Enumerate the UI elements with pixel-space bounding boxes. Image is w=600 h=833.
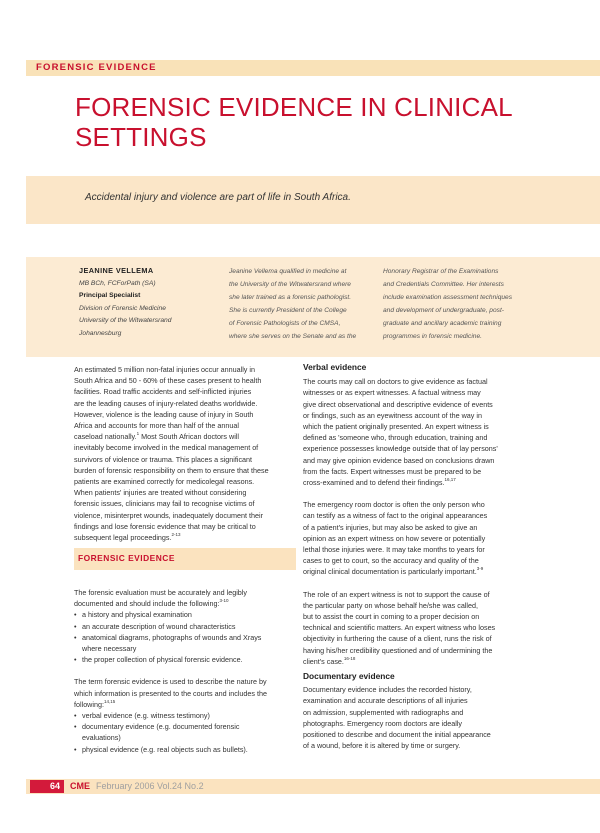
bio-line: Honorary Registrar of the Examinations — [383, 268, 499, 275]
section-label: FORENSIC EVIDENCE — [36, 62, 157, 73]
forensic-evidence-heading-band — [74, 548, 296, 570]
text-line: forensic issues, clinicians may fail to recognise victims of — [74, 499, 255, 509]
bio-line: Jeanine Vellema qualified in medicine at — [229, 268, 347, 275]
author-name: JEANINE VELLEMA — [79, 266, 154, 275]
text-segment: client's case. — [303, 656, 344, 666]
text-line: The forensic evaluation must be accurately and legibly — [74, 588, 247, 597]
text-line: cases to get to court, so the accuracy and quality of the — [303, 556, 479, 566]
author-role: Principal Specialist — [79, 292, 141, 299]
list-item: • verbal evidence (e.g. witness testimony) — [74, 710, 294, 721]
text-line: give direct observational and descriptive evidence of events — [303, 399, 493, 409]
documentary-evidence-heading: Documentary evidence — [303, 671, 395, 682]
text-line: can testify as a witness of fact to the original appearances — [303, 511, 488, 521]
journal-name: CME — [70, 781, 90, 791]
text-line: South Africa and 50 - 60% of these cases present to health — [74, 376, 262, 386]
bio-line: She is currently President of the College — [229, 307, 347, 314]
text-line: The courts may call on doctors to give evidence as factual — [303, 377, 488, 387]
list-item: • physical evidence (e.g. real objects such as bullets). — [74, 744, 294, 755]
bio-line: she later trained as a forensic pathologist. — [229, 294, 352, 301]
text-line — [303, 477, 531, 488]
text-line: survivors of violence or trauma. This places a significant — [74, 454, 253, 464]
text-line: from the facts. Expert witnesses must be prepared to be — [303, 466, 482, 476]
intro-paragraph — [74, 364, 294, 543]
footer-citation — [70, 780, 204, 793]
forensic-evidence-content — [74, 587, 294, 755]
evidence-types-list — [74, 710, 294, 755]
list-item: • documentary evidence (e.g. documented forensic — [74, 721, 294, 732]
text-line: technical and scientific matters. An expert witness who loses — [303, 623, 496, 633]
text-line — [303, 566, 531, 577]
text-line: on admission, supplemented with radiographs and — [303, 707, 464, 717]
text-line: inevitably become involved in the medical management of — [74, 443, 259, 453]
lead-text: Accidental injury and violence are part of life in South Africa. — [85, 192, 351, 203]
text-line — [74, 532, 294, 543]
text-line: objectivity in furthering the cause of a client, runs the risk of — [303, 634, 492, 644]
citation: 14,15 — [103, 698, 116, 704]
citation: 2-13 — [171, 532, 181, 538]
text-line — [74, 431, 294, 442]
right-column — [303, 362, 531, 752]
text-line: witnesses or as expert witnesses. A factual witness may — [303, 388, 481, 398]
text-line: An estimated 5 million non-fatal injuries occur annually in — [74, 365, 255, 374]
bio-line: include examination assessment techniques — [383, 294, 513, 301]
author-degrees: MB BCh, FCForPath (SA) — [79, 279, 156, 287]
text-line: Africa and accounts for more than half of the annual — [74, 421, 240, 431]
bio-line: of Forensic Pathologists of the CMSA, — [229, 320, 341, 327]
text-line: examination and accurate descriptions of all injuries — [303, 696, 468, 706]
bio-line: the University of the Witwatersrand where — [229, 281, 351, 288]
text-segment: original clinical documentation is particularly important. — [303, 567, 477, 577]
text-segment: following: — [74, 699, 104, 709]
list-item: • an accurate description of wound characteristics — [74, 621, 294, 632]
citation: 16-18 — [343, 655, 356, 661]
bio-line: graduate and ancillary academic training — [383, 320, 502, 327]
text-line: lethal those injuries were. It may take months to years for — [303, 545, 485, 555]
list-item: • a history and physical examination — [74, 609, 294, 620]
text-line: of a wound, before it is altered by time or surgery. — [303, 741, 461, 751]
page-number: 64 — [30, 780, 64, 793]
text-line: patients are examined correctly for medicolegal reasons. — [74, 477, 255, 487]
citation: 3-10 — [219, 598, 229, 604]
text-line: burden of forensic responsibility on them to ensure that these — [74, 465, 269, 475]
text-segment: caseload nationally. — [74, 432, 137, 442]
list-item: • the proper collection of physical forensic evidence. — [74, 654, 294, 665]
text-line: positioned to describe and document the initial appearance — [303, 730, 491, 740]
citation: 1 — [136, 431, 140, 437]
text-line: photographs. Emergency room doctors are ideally — [303, 718, 463, 728]
bio-line: where she serves on the Senate and as the — [229, 333, 357, 340]
text-segment: cross-examined and to defend their findings. — [303, 478, 445, 488]
text-line: but to assist the court in coming to a proper decision on — [303, 612, 480, 622]
verbal-evidence-heading: Verbal evidence — [303, 362, 367, 372]
text-line: facilities. Road traffic accidents and self-inflicted injuries — [74, 387, 252, 397]
text-line: findings and lose forensic evidence that may be critical to — [74, 521, 256, 531]
author-division: Division of Forensic Medicine — [79, 304, 166, 312]
text-line: which information is presented to the courts and includes the — [74, 688, 267, 698]
citation: 16,17 — [444, 477, 456, 483]
text-line — [74, 598, 294, 609]
bio-line: and Credentials Committee. Her interests — [383, 281, 504, 288]
text-line: of a patient's injuries, but may also be asked to give an — [303, 522, 478, 532]
text-line: which the patient originally presented. An expert witness is — [303, 422, 489, 432]
list-item-continued: where necessary — [82, 644, 137, 654]
text-line — [303, 656, 531, 667]
text-line: and may give opinion evidence based on conclusions drawn — [303, 455, 495, 465]
forensic-evidence-heading: FORENSIC EVIDENCE — [78, 553, 175, 563]
text-line: The emergency room doctor is often the only person who — [303, 500, 485, 510]
text-line: When patients' injuries are treated without considering — [74, 488, 247, 498]
requirements-list — [74, 609, 294, 665]
text-line: violence, misinterpret wounds, inadequately document their — [74, 510, 263, 520]
text-line — [74, 699, 294, 710]
text-segment: documented and should include the following: — [74, 599, 220, 609]
text-line: The role of an expert witness is not to support the cause of — [303, 589, 490, 599]
text-segment: subsequent legal proceedings. — [74, 533, 172, 543]
text-line: or findings, such as an eyewitness account of the way in — [303, 410, 482, 420]
bio-column-1 — [229, 265, 379, 343]
list-item: • anatomical diagrams, photographs of wounds and Xrays — [74, 632, 294, 643]
article-title: FORENSIC EVIDENCE IN CLINICAL SETTINGS — [75, 92, 512, 152]
text-line: defined as 'someone who, through education, training and — [303, 433, 488, 443]
bio-line: programmes in forensic medicine. — [383, 333, 482, 340]
text-line: having his/her credibility questioned and of undermining the — [303, 645, 493, 655]
text-line: The term forensic evidence is used to describe the nature by — [74, 677, 267, 687]
text-line: opinion as an expert witness on how severe or potentially — [303, 533, 486, 543]
text-segment: Most South African doctors will — [141, 432, 239, 442]
list-item-continued: evaluations) — [82, 733, 121, 743]
issue-info: February 2006 Vol.24 No.2 — [96, 781, 204, 791]
author-block — [79, 265, 219, 340]
bio-column-2 — [383, 265, 533, 343]
text-line: the particular party on whose behalf he/she was called, — [303, 600, 478, 610]
section-bar — [26, 60, 600, 76]
text-line: experience possesses knowledge outside that of lay persons' — [303, 444, 498, 454]
text-line: Documentary evidence includes the recorded history, — [303, 685, 472, 695]
citation: 3-9 — [476, 566, 484, 572]
text-line: are the leading causes of injury-related deaths worldwide. — [74, 398, 258, 408]
text-line: However, violence is the leading cause of injury in South — [74, 409, 254, 419]
author-university: University of the Witwatersrand — [79, 317, 172, 324]
bio-line: and development of undergraduate, post- — [383, 307, 504, 314]
author-city: Johannesburg — [79, 329, 122, 337]
